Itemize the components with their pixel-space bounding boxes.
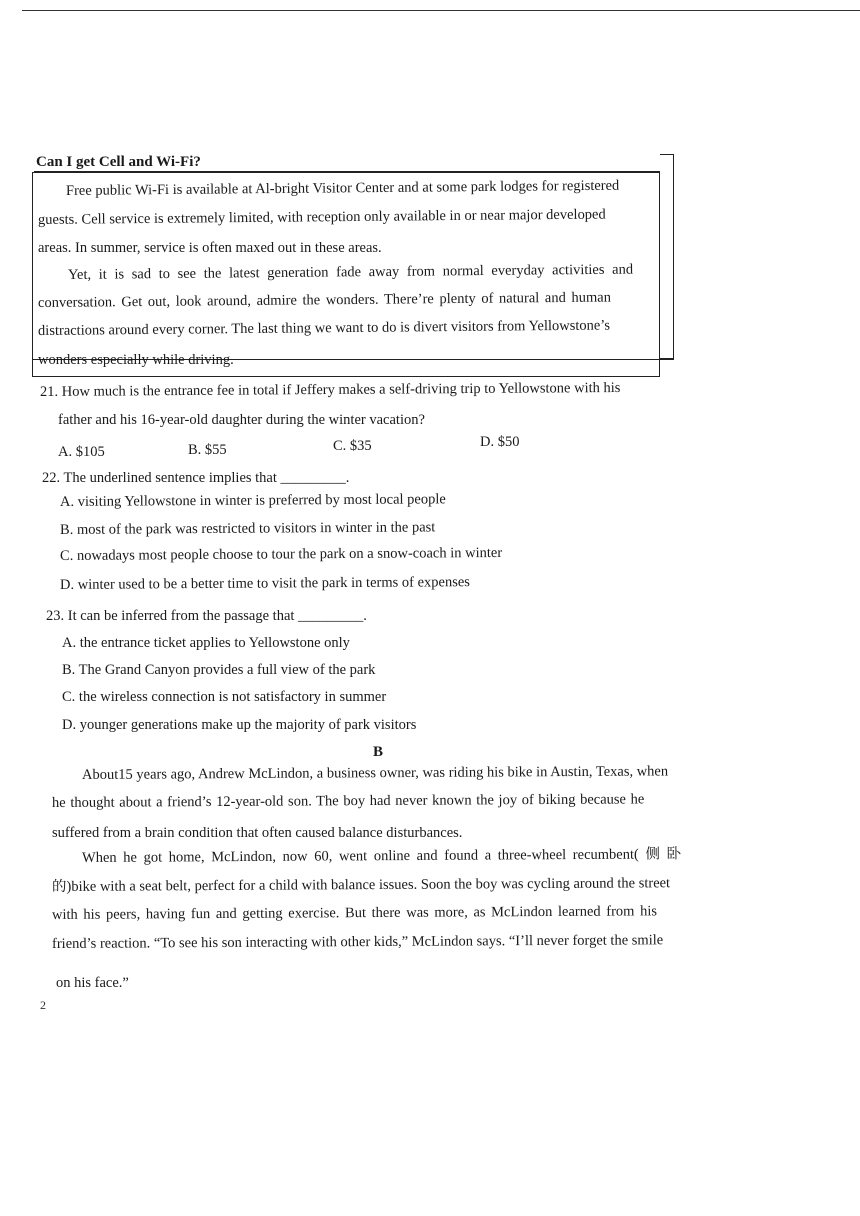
box-line: areas. In summer, service is often maxed out in these areas. xyxy=(38,240,382,256)
box-line: guests. Cell service is extremely limited, with reception only available in or near major developed xyxy=(37,206,606,228)
box-line: conversation. Get out, look around, admire the wonders. There’re plenty of natural and human xyxy=(37,289,611,311)
question-22: 22. The underlined sentence implies that _________. xyxy=(42,470,350,486)
box-frame-offset xyxy=(660,154,674,359)
passage-line: About15 years ago, Andrew McLindon, a business owner, was riding his bike in Austin, Texas, when xyxy=(81,763,669,783)
q21-option-b: B. $55 xyxy=(188,442,227,458)
box-line: wonders especially while driving. xyxy=(38,352,234,368)
box-line: distractions around every corner. The last thing we want to do is divert visitors from Yellowstone’s xyxy=(37,317,611,339)
passage-line: he thought about a friend’s 12-year-old son. The boy had never known the joy of biking because he xyxy=(51,791,645,811)
passage-line: suffered from a brain condition that often caused balance disturbances. xyxy=(52,825,463,841)
passage-line: 的)bike with a seat belt, perfect for a child with balance issues. Soon the boy was cycling around the street xyxy=(51,875,671,895)
passage-line: on his face.” xyxy=(56,975,129,991)
q22-option-d: D. winter used to be a better time to visit the park in terms of expenses xyxy=(59,574,470,593)
question-23: 23. It can be inferred from the passage that _________. xyxy=(46,608,367,624)
passage-line: friend’s reaction. “To see his son interacting with other kids,” McLindon says. “I’ll never forget the smile xyxy=(51,932,664,952)
q22-option-c: C. nowadays most people choose to tour the park on a snow-coach in winter xyxy=(59,544,503,564)
q22-option-a: A. visiting Yellowstone in winter is preferred by most local people xyxy=(59,491,446,510)
passage-line: When he got home, McLindon, now 60, went online and found a three-wheel recumbent( 侧 卧 xyxy=(81,846,682,866)
top-rule xyxy=(22,10,860,11)
box-line: Free public Wi-Fi is available at Al-bright Visitor Center and at some park lodges for registered xyxy=(65,177,620,199)
section-heading: Can I get Cell and Wi-Fi? xyxy=(36,154,201,170)
page-number: 2 xyxy=(40,998,46,1012)
q23-option-b: B. The Grand Canyon provides a full view of the park xyxy=(62,662,376,678)
q23-option-a: A. the entrance ticket applies to Yellowstone only xyxy=(62,635,350,651)
box-line: Yet, it is sad to see the latest generation fade away from normal everyday activities and xyxy=(67,261,634,283)
q22-option-b: B. most of the park was restricted to visitors in winter in the past xyxy=(59,519,436,538)
q21-option-a: A. $105 xyxy=(58,444,105,460)
q21-option-d: D. $50 xyxy=(480,434,520,450)
question-21-cont: father and his 16-year-old daughter during the winter vacation? xyxy=(58,412,425,428)
passage-line: with his peers, having fun and getting exercise. But there was more, as McLindon learned from his xyxy=(51,903,658,923)
section-b-letter: B xyxy=(373,744,384,760)
q23-option-d: D. younger generations make up the majority of park visitors xyxy=(62,717,417,733)
question-21: 21. How much is the entrance fee in total if Jeffery makes a self-driving trip to Yellowstone with his xyxy=(39,379,621,400)
q23-option-c: C. the wireless connection is not satisfactory in summer xyxy=(62,689,387,705)
q21-option-c: C. $35 xyxy=(333,438,372,454)
